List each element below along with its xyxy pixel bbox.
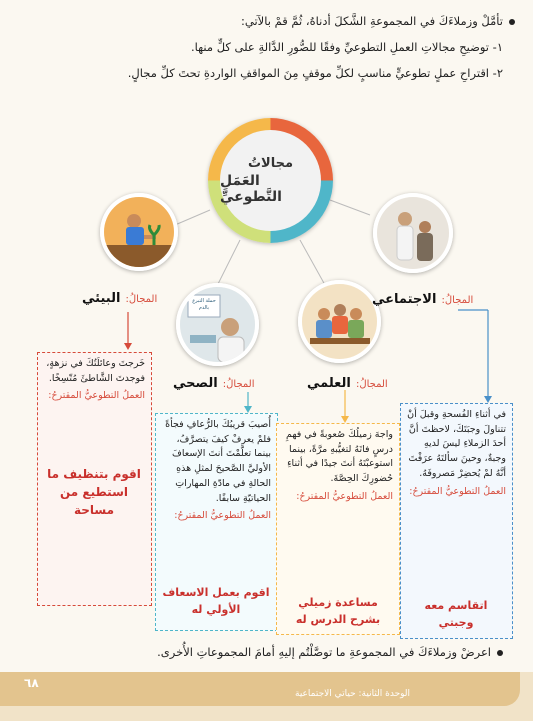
environmental-picture xyxy=(100,193,178,271)
health-picture xyxy=(176,283,259,366)
instruction-step2: ٢- اقتراحِ عملٍ تطوعيٍّ مناسبٍ لكلِّ موقفٍ مِنَ المواقفِ الواردةِ تحتَ كلِّ مجالٍ. xyxy=(127,66,503,80)
suggest-label: العملُ التطوعيُّ المقترحُ: xyxy=(174,510,271,522)
domain-prefix: المجالُ: xyxy=(222,379,255,390)
situation-text: أُصيبَ قريبُكَ بالرُّعافِ فجأةً فلمْ يعرفْ كيفَ يتصرَّفُ، بينما تعلَّمْتَ أنتَ الإسعافَ الأوليَّ الصَّحيحَ لمثلِ هذهِ الحالةِ في مادّةِ المهاراتِ الحياتيّةِ سابقًا. xyxy=(165,419,271,504)
bullet-icon xyxy=(497,650,503,656)
instruction-closing: اعرضْ وزملاءَكَ في المجموعةِ ما توصَّلْتُم إليهِ أمامَ المجموعاتِ الأُخرى. xyxy=(157,645,503,659)
domain-environmental-name: البيئي xyxy=(82,291,121,306)
footer-tab xyxy=(0,672,520,706)
domain-health-name: الصحي xyxy=(173,376,218,391)
instruction-step1: ١- توضيحِ مجالاتِ العملِ التطوعيِّ وفقًا للصُّورِ الدَّالةِ على كلٍّ منها. xyxy=(190,40,503,54)
instruction-intro: تأمَّلْ وزملاءَكَ في المجموعةِ الشَّكلَ أدناهُ، ثُمَّ قمْ بالآتي: xyxy=(241,14,515,28)
page-number: ٦٨ xyxy=(24,676,39,690)
answer-social[interactable]: اتقاسم معه وجبتي xyxy=(424,599,488,629)
people-helping-illustration-icon xyxy=(377,197,449,269)
unit-title: الوحدة الثانية: حياتي الاجتماعية xyxy=(295,689,411,699)
social-picture xyxy=(373,193,453,273)
suggest-label: العملُ التطوعيُّ المقترحُ: xyxy=(409,485,506,497)
domain-scientific xyxy=(307,372,388,391)
answer-environmental[interactable]: اقوم بتنظيف ما استطيع من مساحة xyxy=(47,467,141,517)
hub-title-line1: مجالاتُ xyxy=(247,156,294,171)
situation-text: في أثناءِ الفُسحةِ وقبلَ أنْ تتناولَ وجبَتَكَ، لاحظتَ أنَّ أحدَ الزملاءِ ليسَ لديهِ وجبةٌ، وحينَ سألتَهُ عرَفْتَ أنَّهُ لمْ يُحضِرْ مَصروفَهُ. xyxy=(407,409,506,479)
suggest-label: العملُ التطوعيُّ المقترحُ: xyxy=(296,490,393,502)
suggest-label: العملُ التطوعيُّ المقترحُ: xyxy=(48,390,145,402)
bullet-icon xyxy=(509,19,515,25)
domain-social-name: الاجتماعي xyxy=(372,292,437,307)
domain-social xyxy=(372,288,473,307)
domain-prefix: المجالُ: xyxy=(441,295,474,306)
hub-inner xyxy=(220,130,321,231)
blood-donation-sign: حملة التبرع بالدم xyxy=(192,298,216,311)
situation-text: واجهَ زميلُكَ صُعوبةً في فهمِ درسٍ فاتَهُ لتغيُّبهِ مرَّةً، بينما استوعبْتَهُ أنتَ جيدًا في أثناءِ حُضورِكَ الحِصَّةَ. xyxy=(286,429,393,485)
scientific-picture xyxy=(298,280,381,363)
answer-scientific[interactable]: مساعدة زميلي بشرح الدرس له xyxy=(295,596,381,626)
domain-prefix: المجالُ: xyxy=(355,379,388,390)
domain-scientific-name: العلمي xyxy=(307,376,351,391)
domain-prefix: المجالُ: xyxy=(125,294,158,305)
classroom-illustration-icon xyxy=(302,284,377,359)
hub-circle xyxy=(208,118,333,243)
hub-title-line2: العَمَلِ التَّطوعيِّ xyxy=(220,173,282,205)
domain-health xyxy=(173,372,255,391)
domain-environmental xyxy=(82,287,157,306)
situation-text: خَرجتَ وعائلَتُكَ في نزهةٍ، فوجدتَ الشَّاطئَ مُتّسِخًا. xyxy=(46,358,145,384)
answer-health[interactable]: اقوم بعمل الاسعاف الأولي له xyxy=(162,586,270,616)
planting-illustration-icon xyxy=(104,197,174,267)
